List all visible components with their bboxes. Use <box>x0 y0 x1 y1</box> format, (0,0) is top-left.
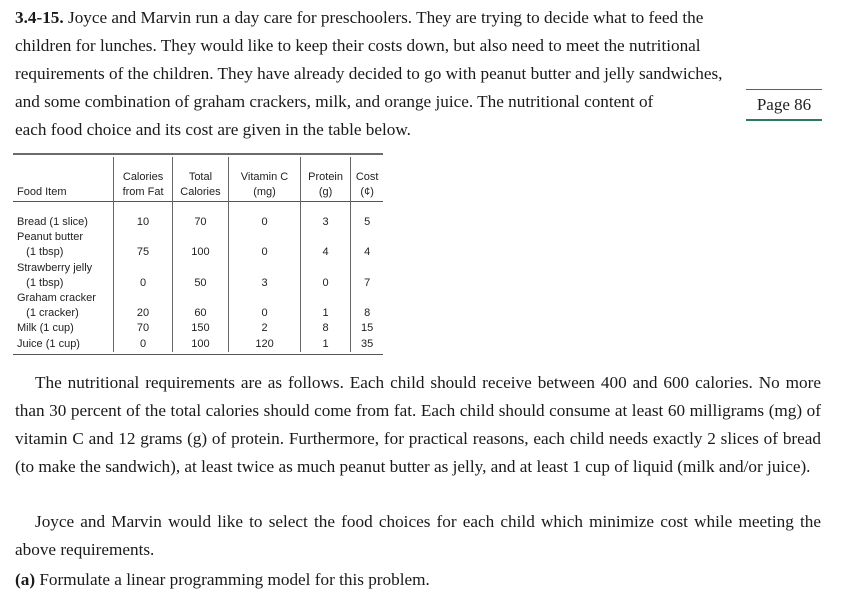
part-a-label: (a) <box>15 570 36 589</box>
header-vitamin-c: Vitamin C (mg) <box>229 157 301 200</box>
header-total-calories: Total Calories <box>172 157 228 200</box>
total-calories-column: 70 100 50 60 150 100 <box>172 200 228 352</box>
header-food: Food Item <box>17 186 67 198</box>
objective-paragraph: Joyce and Marvin would like to select the food choices for each child which minimize cost while meeting the above requirements. <box>15 512 821 559</box>
problem-line-2: children for lunches. They would like to keep their costs down, but also need to meet the nutritional <box>15 36 701 55</box>
cost-column: 5 4 7 8 15 35 <box>351 200 383 352</box>
header-protein: Protein (g) <box>300 157 350 200</box>
table-bottom-rule <box>13 354 383 355</box>
part-a-text: Formulate a linear programming model for this problem. <box>39 570 430 589</box>
calories-fat-column: 10 75 0 20 70 0 <box>114 200 172 352</box>
problem-statement <box>15 4 821 144</box>
problem-line-3: requirements of the children. They have already decided to go with peanut butter and jelly sandwiches, <box>15 64 723 83</box>
part-a-question <box>15 566 430 594</box>
vitamin-c-column: 0 0 3 0 2 120 <box>229 200 301 352</box>
page-marker: Page 86 <box>746 89 822 121</box>
nutrition-grid <box>13 157 383 352</box>
table-top-rule <box>13 153 383 155</box>
table-body <box>13 200 383 352</box>
problem-line-5: each food choice and its cost are given in the table below. <box>15 120 411 139</box>
header-calories-fat: Calories from Fat <box>114 157 172 200</box>
food-column: Bread (1 slice) Peanut butter (1 tbsp) Strawberry jelly (1 tbsp) Graham cracker (1 cracker) Milk (1 cup) Juice (1 cup) <box>17 216 96 350</box>
table-header-row <box>13 157 383 200</box>
requirements-paragraph: The nutritional requirements are as follows. Each child should receive between 400 and 600 calories. No more than 30 percent of the total calories should come from fat. Each child should consume at least 60 milligrams (mg) of vitamin C and 12 grams (g) of protein. Furthermore, for practical reasons, each child needs exactly 2 slices of bread (to make the sandwich), at least twice as much peanut butter as jelly, and at least 1 cup of liquid (milk and/or juice). <box>15 373 821 476</box>
problem-line-4: and some combination of graham crackers, milk, and orange juice. The nutritional content of <box>15 92 654 111</box>
protein-column: 3 4 0 1 8 1 <box>300 200 350 352</box>
header-cost: Cost (¢) <box>351 157 383 200</box>
problem-line-1: 3.4-15. Joyce and Marvin run a day care for preschoolers. They are trying to decide what to feed the <box>15 8 704 27</box>
problem-number: 3.4-15. <box>15 8 64 27</box>
